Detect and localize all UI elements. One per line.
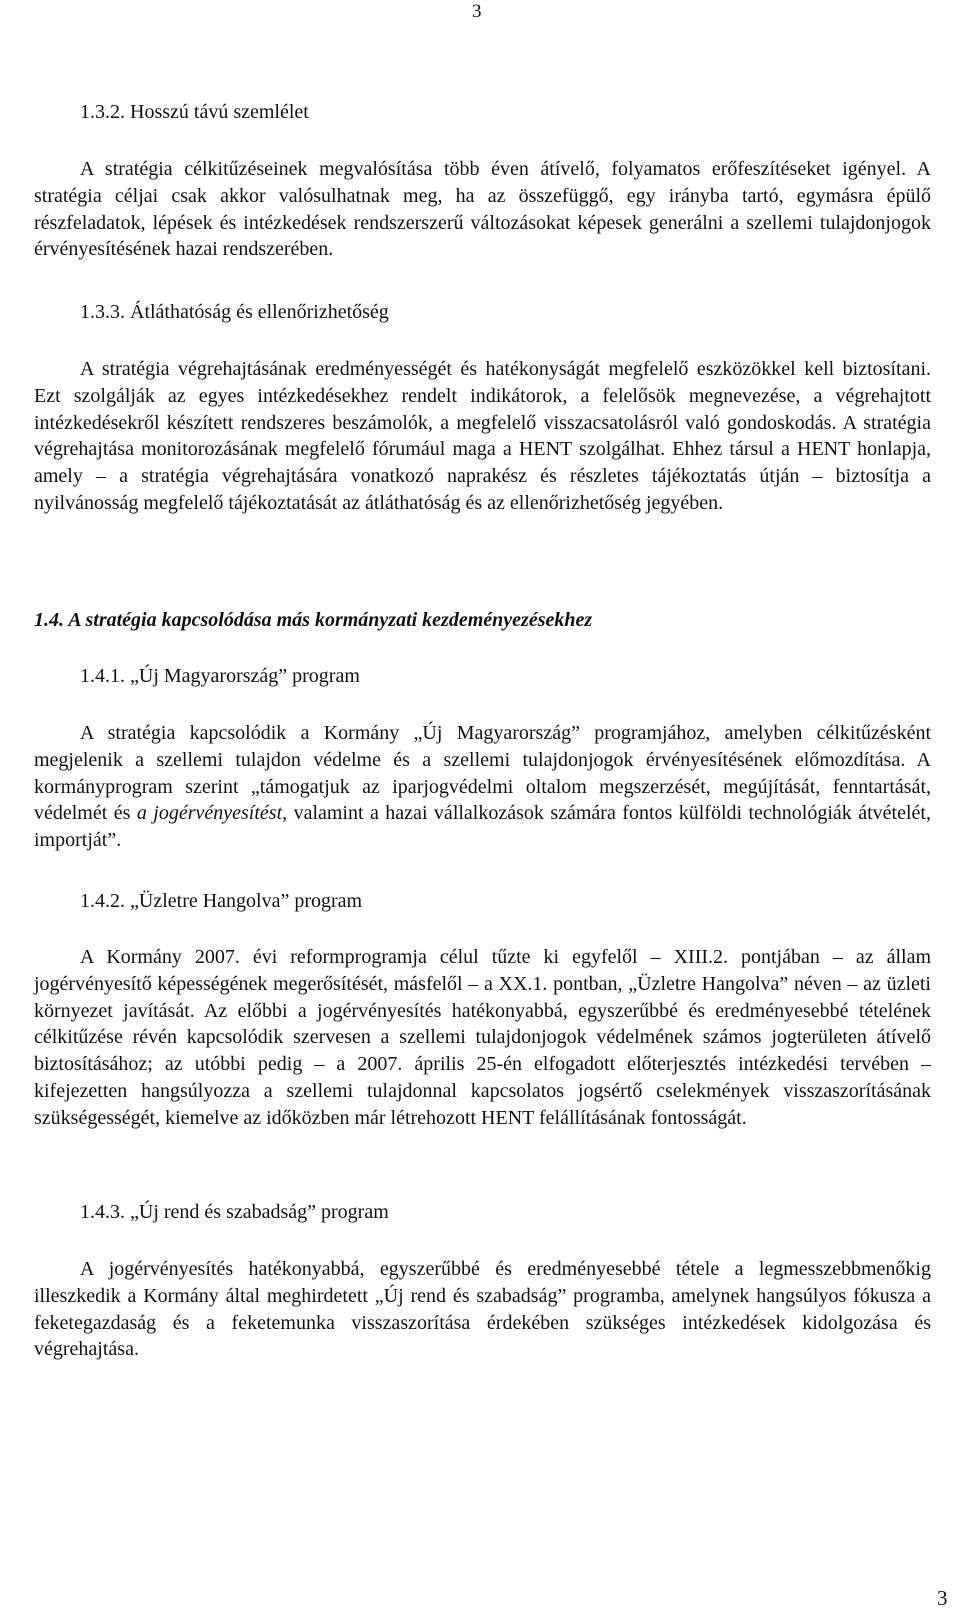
section-heading-1-4: 1.4. A stratégia kapcsolódása más kormányzati kezdeményezésekhez xyxy=(34,609,593,631)
paragraph-1-4-2 xyxy=(34,944,931,1132)
page-number-bottom: 3 xyxy=(937,1586,948,1610)
page-number-top: 3 xyxy=(472,1,482,22)
paragraph-text-start: A stratégia kapcsolódik a Kormány „Új Magyarország” programjához, amelyben célkitűzésként megjelenik a szellemi tulajdon védelme és a szellemi tulajdonjogok érvényesítésének előmozdítása. A kormányprogram szerint „támogatjuk az iparjogvédelmi oltalom megszerzését, megújítását, fenntartását, védelmét és xyxy=(34,722,931,825)
section-heading-1-4-1: 1.4.1. „Új Magyarország” program xyxy=(80,665,360,687)
paragraph-text-end: , valamint a hazai vállalkozások számára fontos külföldi technológiák átvételét, importját”. xyxy=(34,802,931,852)
paragraph-1-4-3 xyxy=(34,1256,931,1363)
paragraph-text: A jogérvényesítés hatékonyabbá, egyszerűbbé és eredményesebbé tétele a legmesszebbmenőkig illeszkedik a Kormány által meghirdetett „Új rend és szabadság” programba, amelynek hangsúlyos fókusza a feketegazdaság és a feketemunka visszaszorítása érdekében szükséges intézkedések kidolgozása és végrehajtása. xyxy=(34,1258,931,1361)
paragraph-text: A stratégia végrehajtásának eredményességét és hatékonyságát megfelelő eszközökkel kell biztosítani. Ezt szolgálják az egyes intézkedésekhez rendelt indikátorok, a felelősök megnevezése, a végrehajtott intézkedésekről készített rendszeres beszámolók, a megfelelő visszacsatolásról való gondoskodás. A stratégia végrehajtása monitorozásának megfelelő fórumául maga a HENT szolgálhat. Ehhez társul a HENT honlapja, amely – a stratégia végrehajtására vonatkozó naprakész és részletes tájékoztatás útján – biztosítja a nyilvánosság megfelelő tájékoztatását az átláthatóság és az ellenőrizhetőség jegyében. xyxy=(34,358,931,514)
section-heading-1-4-3: 1.4.3. „Új rend és szabadság” program xyxy=(80,1201,389,1223)
section-heading-1-3-2: 1.3.2. Hosszú távú szemlélet xyxy=(80,101,309,123)
paragraph-1-3-2 xyxy=(34,156,931,263)
paragraph-1-4-1 xyxy=(34,720,931,854)
paragraph-text: A Kormány 2007. évi reformprogramja célul tűzte ki egyfelől – XIII.2. pontjában – az állam jogérvényesítő képességének megerősítését, másfelől – a XX.1. pontban, „Üzletre Hangolva” néven – az üzleti környezet javítását. Az előbbi a jogérvényesítés hatékonyabbá, egyszerűbbé és eredményesebbé tételének célkitűzése révén kapcsolódik szervesen a szellemi tulajdonjogok védelmének számos jogterületen átívelő biztosításához; az utóbbi pedig – a 2007. április 25-én elfogadott előterjesztés intézkedési tervében – kifejezetten hangsúlyozza a szellemi tulajdonnal kapcsolatos jogsértő cselekmények visszaszorításának szükségességét, kiemelve az időközben már létrehozott HENT felállításának fontosságát. xyxy=(34,946,931,1129)
paragraph-text: A stratégia célkitűzéseinek megvalósítása több éven átívelő, folyamatos erőfeszítéseket igényel. A stratégia céljai csak akkor valósulhatnak meg, ha az összefüggő, egy irányba tartó, egymásra épülő részfeladatok, lépések és intézkedések rendszerszerű változásokat képesek generálni a szellemi tulajdonjogok érvényesítésének hazai rendszerében. xyxy=(34,158,931,261)
paragraph-text-italic: a jogérvényesítést xyxy=(136,802,283,825)
paragraph-1-3-3 xyxy=(34,356,931,517)
section-heading-1-4-2: 1.4.2. „Üzletre Hangolva” program xyxy=(80,890,363,912)
section-heading-1-3-3: 1.3.3. Átláthatóság és ellenőrizhetőség xyxy=(80,301,389,323)
